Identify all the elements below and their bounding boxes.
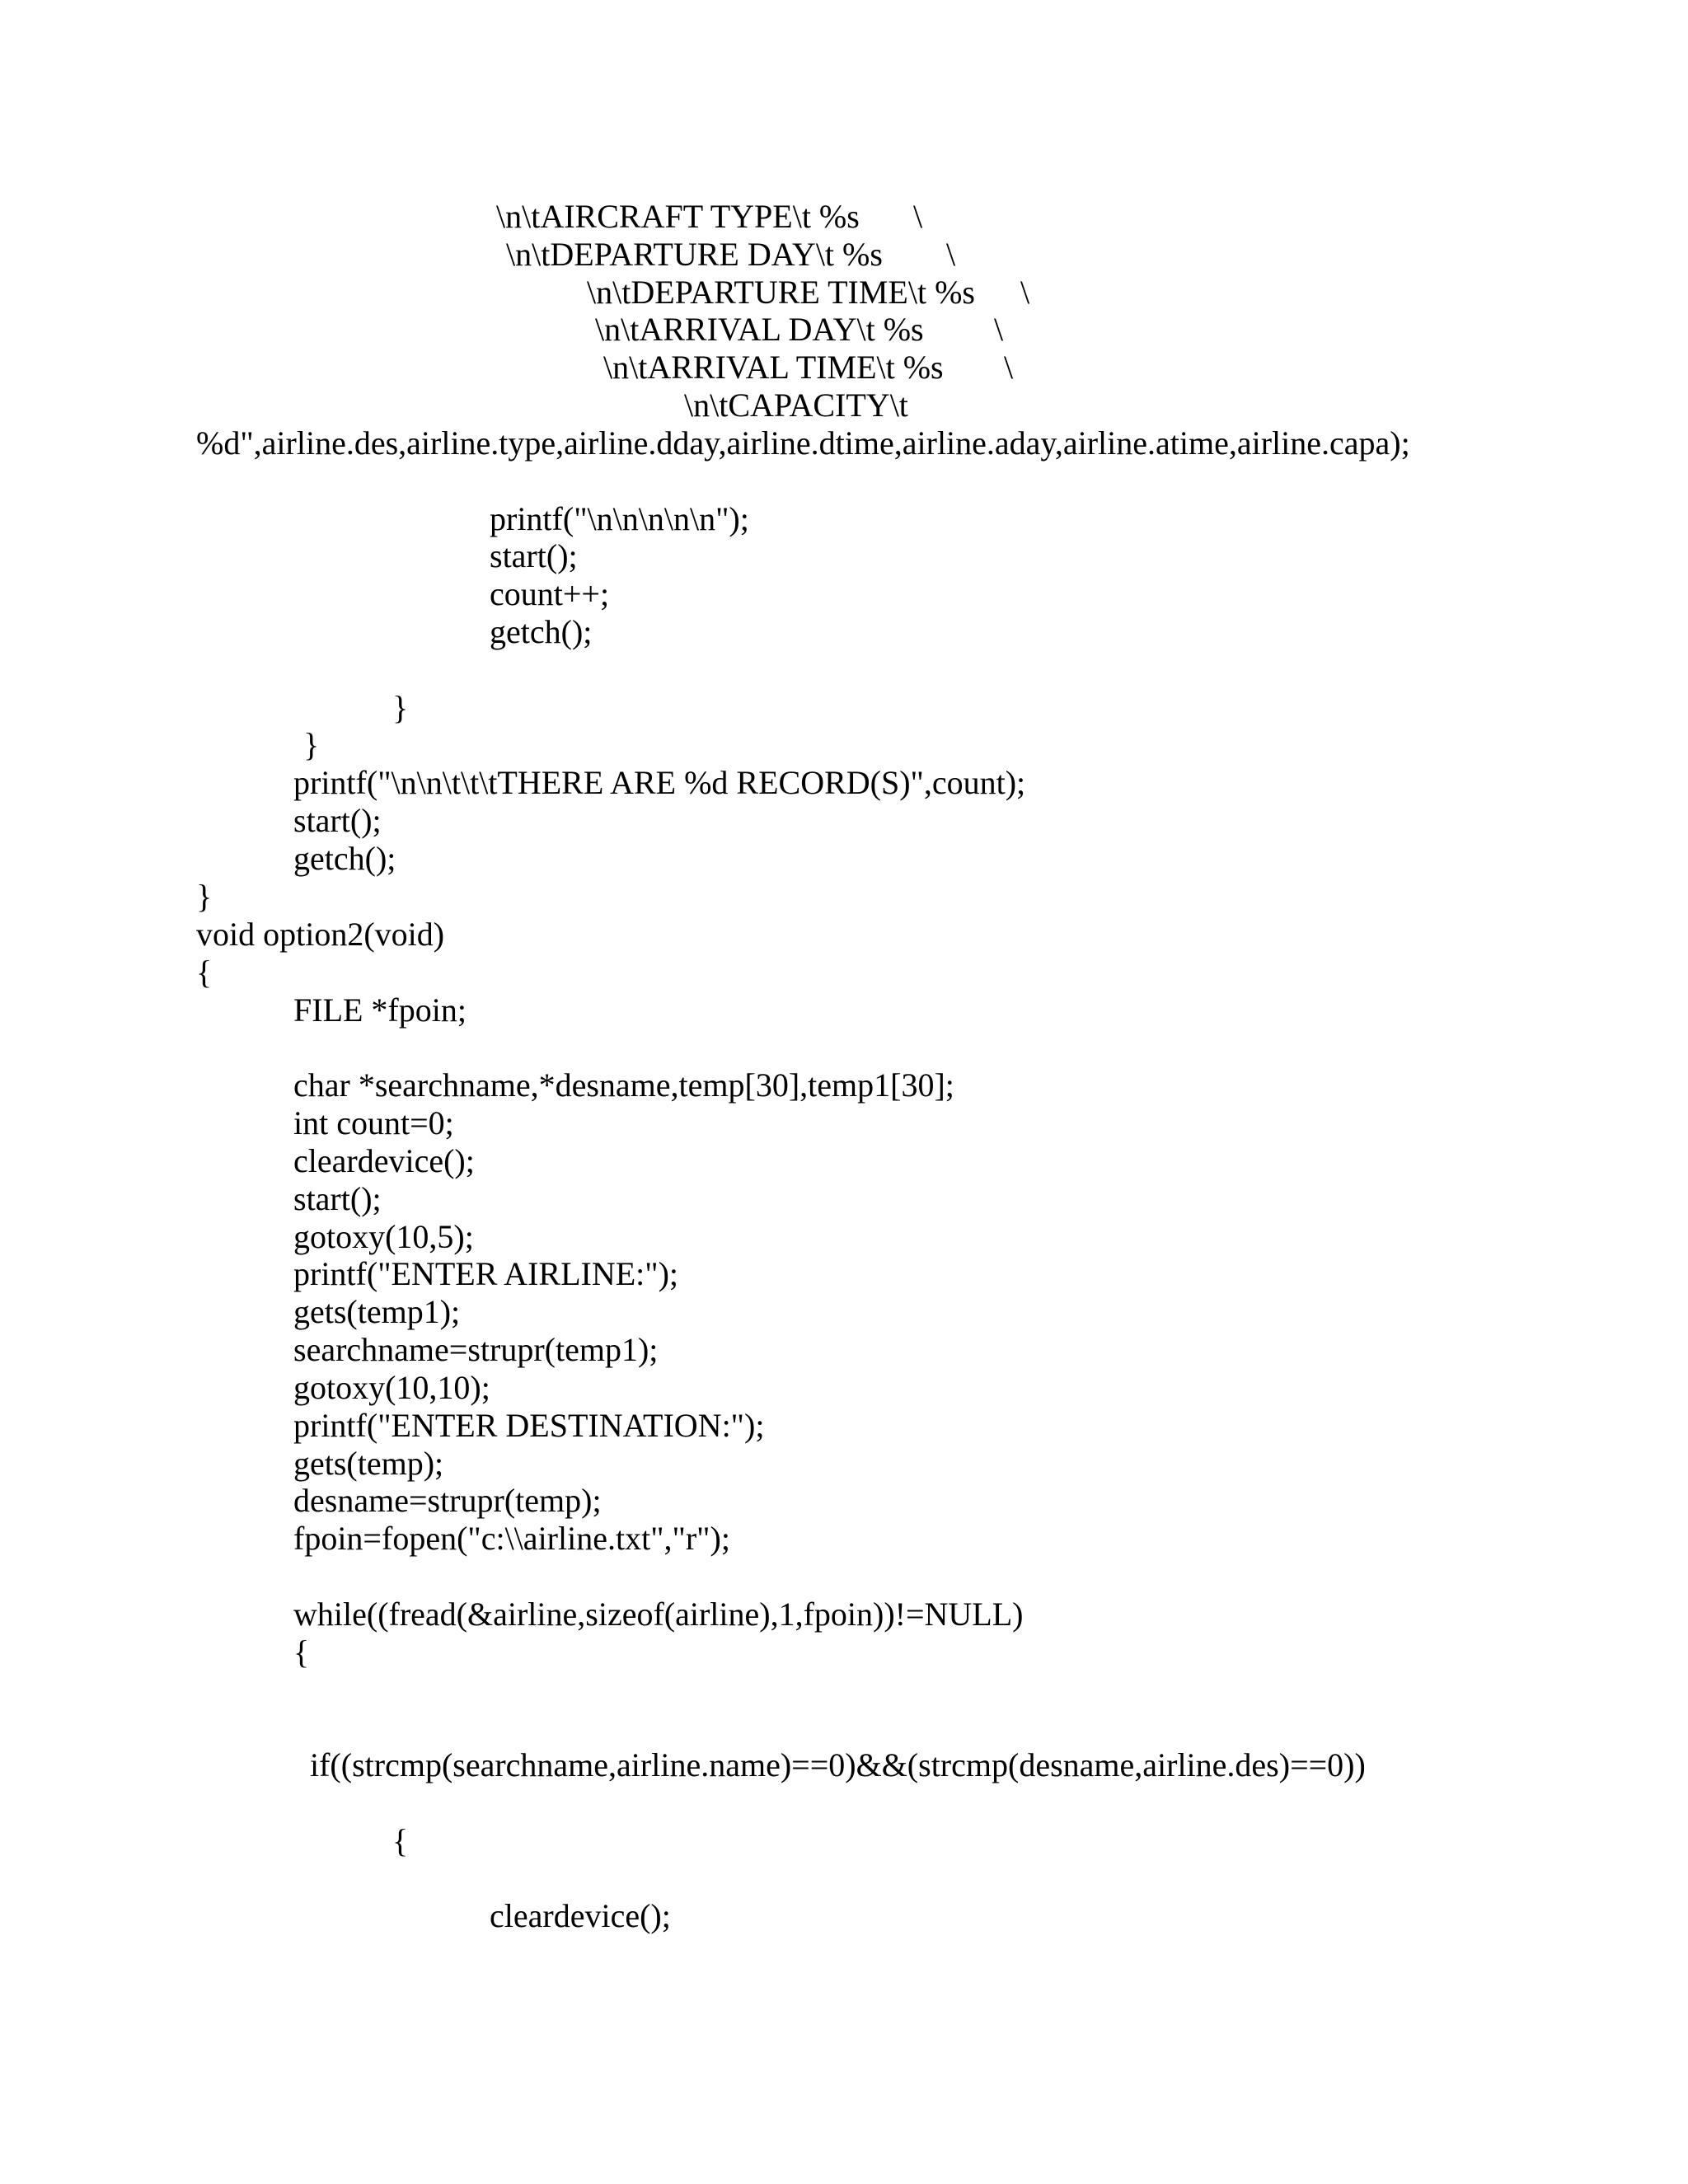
code-line: \n\tAIRCRAFT TYPE\t %s [496, 198, 860, 235]
code-line: } [392, 689, 409, 726]
code-line: printf("ENTER DESTINATION:"); [293, 1407, 765, 1444]
code-line: count++; [490, 575, 610, 612]
line-continuation: \ [913, 198, 923, 235]
code-line: start(); [490, 537, 578, 574]
code-line: } [196, 878, 213, 915]
code-line: desname=strupr(temp); [293, 1482, 602, 1519]
code-line: gets(temp); [293, 1445, 444, 1482]
code-line: printf("ENTER AIRLINE:"); [293, 1255, 679, 1292]
code-line: \n\tARRIVAL DAY\t %s [595, 311, 924, 348]
code-line: \n\tDEPARTURE DAY\t %s [506, 236, 883, 273]
code-line: \n\tDEPARTURE TIME\t %s [587, 274, 975, 311]
code-line: int count=0; [293, 1104, 454, 1141]
code-line: start(); [293, 802, 382, 839]
code-line: printf("\n\n\n\n\n"); [490, 500, 749, 537]
code-line: fpoin=fopen("c:\\airline.txt","r"); [293, 1520, 730, 1557]
line-continuation: \ [946, 236, 956, 273]
line-continuation: \ [1020, 274, 1030, 311]
code-line: searchname=strupr(temp1); [293, 1331, 659, 1368]
code-line: \n\tARRIVAL TIME\t %s [603, 349, 944, 386]
code-line: } [303, 726, 320, 763]
code-line: start(); [293, 1180, 382, 1217]
code-line: while((fread(&airline,sizeof(airline),1,fpoin))!=NULL) [293, 1596, 1024, 1633]
code-line: cleardevice(); [490, 1897, 671, 1934]
code-line: %d",airline.des,airline.type,airline.dday,airline.dtime,airline.aday,airline.atime,airline.capa); [196, 424, 1410, 462]
code-line: gets(temp1); [293, 1293, 461, 1330]
code-line: { [293, 1633, 310, 1671]
line-continuation: \ [1004, 349, 1014, 386]
code-line: FILE *fpoin; [293, 991, 467, 1029]
code-line: printf("\n\n\t\t\tTHERE ARE %d RECORD(S)",count); [293, 764, 1026, 801]
code-line: { [392, 1822, 409, 1859]
code-line: { [196, 954, 213, 991]
line-continuation: \ [994, 311, 1004, 348]
code-line: getch(); [490, 613, 593, 650]
code-line: char *searchname,*desname,temp[30],temp1[30]; [293, 1066, 954, 1104]
code-line: \n\tCAPACITY\t [684, 387, 908, 424]
code-line: cleardevice(); [293, 1142, 475, 1179]
code-line: if((strcmp(searchname,airline.name)==0)&&(strcmp(desname,airline.des)==0)) [310, 1746, 1366, 1783]
code-line: gotoxy(10,5); [293, 1218, 474, 1255]
code-line: getch(); [293, 840, 396, 877]
code-line: gotoxy(10,10); [293, 1369, 490, 1406]
code-line: void option2(void) [196, 916, 445, 953]
